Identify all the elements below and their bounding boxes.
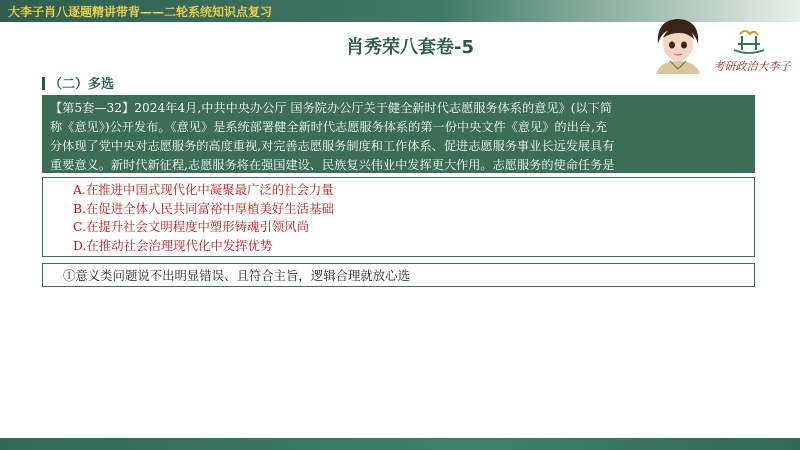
section-heading <box>42 73 114 92</box>
question-box <box>42 95 755 173</box>
course-title: 大李子肖八逐题精讲带背——二轮系统知识点复习 <box>8 5 273 19</box>
option-c: C.在提升社会文明程度中塑形铸魂引领风尚 <box>73 219 310 234</box>
question-line: 分体现了党中央对志愿服务的高度重视,对完善志愿服务制度和工作体系、促进志愿服务事业长远发展具有 <box>50 139 615 153</box>
question-line: 重要意义。新时代新征程,志愿服务将在强国建设、民族复兴伟业中发挥更大作用。志愿服务的使命任务是 <box>50 158 615 172</box>
question-line: 【第5套—32】2024年4月,中共中央办公厅 国务院办公厅关于健全新时代志愿服务体系的意见》(以下简 <box>50 101 613 115</box>
logo-text: 考研政治大李子 <box>713 60 791 73</box>
question-line: 称《意见》)公开发布。《意见》是系统部署健全新时代志愿服务体系的第一份中央文件《意见》的出台,充 <box>50 120 608 134</box>
slide-title: 肖秀荣八套卷-5 <box>346 37 474 58</box>
options-box <box>42 177 755 257</box>
option-b: B.在促进全体人民共同富裕中厚植美好生活基础 <box>73 200 334 216</box>
option-d: D.在推动社会治理现代化中发挥优势 <box>73 237 273 253</box>
footer-bar <box>0 438 800 450</box>
section-marker <box>42 77 45 90</box>
brand-logo-icon <box>712 26 792 74</box>
presenter-avatar-icon <box>650 14 706 74</box>
tip-note: ①意义类问题说不出明显错误、且符合主旨，逻辑合理就放心选 <box>42 263 755 287</box>
section-label: （二）多选 <box>49 77 115 92</box>
option-a: A.在推进中国式现代化中凝聚最广泛的社会力量 <box>73 182 334 197</box>
